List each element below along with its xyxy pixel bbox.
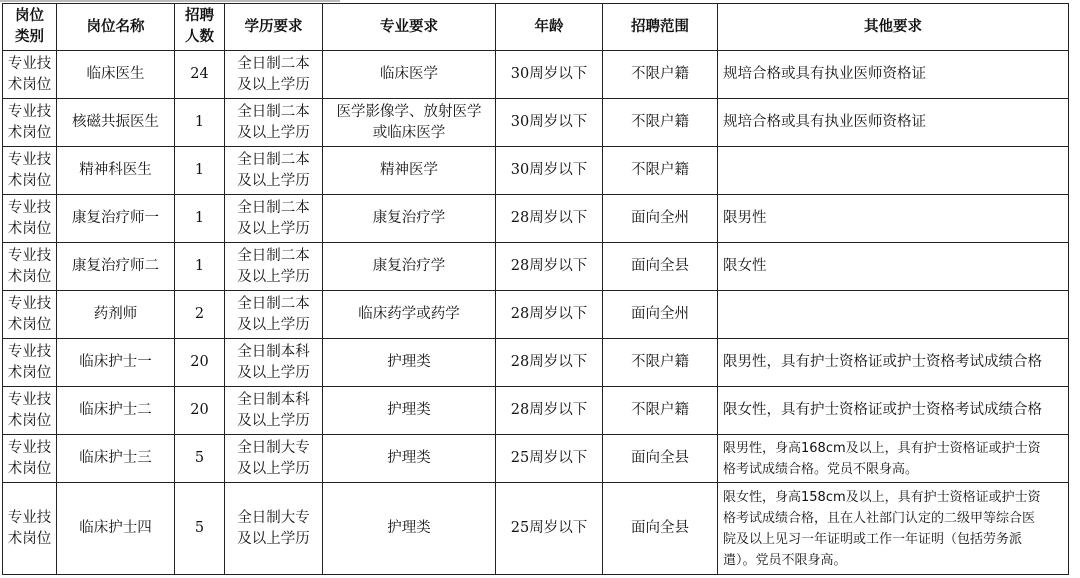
recruitment-table-container [2, 3, 1068, 575]
cell-major: 护理类 [323, 387, 496, 435]
cell-scope: 不限户籍 [603, 339, 718, 387]
cell-name: 临床医生 [57, 51, 175, 99]
cell-education: 全日制大专 及以上学历 [225, 483, 323, 575]
header-position-name: 岗位名称 [57, 4, 175, 51]
cell-category: 专业技 术岗位 [3, 99, 57, 147]
cell-major: 康复治疗学 [323, 243, 496, 291]
cell-category: 专业技 术岗位 [3, 291, 57, 339]
cell-count: 1 [175, 195, 225, 243]
cell-other: 规培合格或具有执业医师资格证 [718, 99, 1069, 147]
cell-age: 30周岁以下 [496, 99, 603, 147]
cell-category: 专业技 术岗位 [3, 483, 57, 575]
cell-scope: 面向全州 [603, 291, 718, 339]
cell-education: 全日制本科 及以上学历 [225, 339, 323, 387]
cell-count: 5 [175, 483, 225, 575]
cell-education: 全日制二本 及以上学历 [225, 51, 323, 99]
cell-major: 精神医学 [323, 147, 496, 195]
cell-count: 20 [175, 387, 225, 435]
cell-count: 1 [175, 243, 225, 291]
cell-education: 全日制二本 及以上学历 [225, 99, 323, 147]
cell-major: 医学影像学、放射医学 或临床医学 [323, 99, 496, 147]
cell-name: 临床护士二 [57, 387, 175, 435]
cell-scope: 面向全县 [603, 435, 718, 483]
cell-count: 20 [175, 339, 225, 387]
table-row [3, 195, 1069, 243]
cell-major: 护理类 [323, 483, 496, 575]
cell-other: 限男性，具有护士资格证或护士资格考试成绩合格 [718, 339, 1069, 387]
cell-age: 25周岁以下 [496, 435, 603, 483]
table-row [3, 387, 1069, 435]
table-row [3, 51, 1069, 99]
cell-name: 临床护士三 [57, 435, 175, 483]
table-row [3, 483, 1069, 575]
cell-scope: 面向全州 [603, 195, 718, 243]
cell-count: 5 [175, 435, 225, 483]
table-row [3, 339, 1069, 387]
cell-scope: 不限户籍 [603, 387, 718, 435]
table-row [3, 291, 1069, 339]
cell-other: 限男性，身高168cm及以上，具有护士资格证或护士资 格考试成绩合格。党员不限身高。 [718, 435, 1069, 483]
cell-category: 专业技 术岗位 [3, 51, 57, 99]
cell-major: 临床药学或药学 [323, 291, 496, 339]
cell-age: 30周岁以下 [496, 51, 603, 99]
cell-major: 康复治疗学 [323, 195, 496, 243]
table-row [3, 435, 1069, 483]
cell-name: 康复治疗师二 [57, 243, 175, 291]
cell-age: 25周岁以下 [496, 483, 603, 575]
cell-major: 临床医学 [323, 51, 496, 99]
cell-name: 临床护士四 [57, 483, 175, 575]
cell-category: 专业技 术岗位 [3, 195, 57, 243]
cell-other: 规培合格或具有执业医师资格证 [718, 51, 1069, 99]
cell-count: 1 [175, 147, 225, 195]
cell-category: 专业技 术岗位 [3, 243, 57, 291]
cell-other: 限女性，身高158cm及以上，具有护士资格证或护士资 格考试成绩合格，且在人社部门认定的二级甲等综合医 院及以上见习一年证明或工作一年证明（包括劳务派 遣）。党员不限身高。 [718, 483, 1069, 575]
cell-count: 1 [175, 99, 225, 147]
cell-age: 28周岁以下 [496, 339, 603, 387]
cell-other: 限男性 [718, 195, 1069, 243]
cell-name: 精神科医生 [57, 147, 175, 195]
cell-other: 限女性 [718, 243, 1069, 291]
cell-education: 全日制二本 及以上学历 [225, 195, 323, 243]
cell-other [718, 147, 1069, 195]
recruitment-table [2, 3, 1069, 575]
table-row [3, 243, 1069, 291]
top-edge-line [0, 0, 340, 2]
cell-name: 康复治疗师一 [57, 195, 175, 243]
cell-name: 核磁共振医生 [57, 99, 175, 147]
cell-other: 限女性，具有护士资格证或护士资格考试成绩合格 [718, 387, 1069, 435]
cell-scope: 不限户籍 [603, 147, 718, 195]
cell-age: 28周岁以下 [496, 243, 603, 291]
cell-category: 专业技 术岗位 [3, 339, 57, 387]
table-row [3, 147, 1069, 195]
cell-scope: 不限户籍 [603, 99, 718, 147]
cell-age: 28周岁以下 [496, 195, 603, 243]
cell-age: 28周岁以下 [496, 387, 603, 435]
cell-education: 全日制二本 及以上学历 [225, 291, 323, 339]
cell-category: 专业技 术岗位 [3, 147, 57, 195]
table-row [3, 99, 1069, 147]
cell-other [718, 291, 1069, 339]
header-other: 其他要求 [718, 4, 1069, 51]
cell-scope: 面向全县 [603, 483, 718, 575]
table-header-row [3, 4, 1069, 51]
cell-major: 护理类 [323, 435, 496, 483]
cell-scope: 不限户籍 [603, 51, 718, 99]
header-education: 学历要求 [225, 4, 323, 51]
cell-category: 专业技 术岗位 [3, 435, 57, 483]
cell-age: 30周岁以下 [496, 147, 603, 195]
cell-name: 药剂师 [57, 291, 175, 339]
header-count: 招聘 人数 [175, 4, 225, 51]
cell-count: 24 [175, 51, 225, 99]
cell-education: 全日制大专 及以上学历 [225, 435, 323, 483]
cell-scope: 面向全县 [603, 243, 718, 291]
cell-major: 护理类 [323, 339, 496, 387]
cell-category: 专业技 术岗位 [3, 387, 57, 435]
header-age: 年龄 [496, 4, 603, 51]
cell-age: 28周岁以下 [496, 291, 603, 339]
cell-education: 全日制二本 及以上学历 [225, 243, 323, 291]
cell-education: 全日制二本 及以上学历 [225, 147, 323, 195]
cell-education: 全日制本科 及以上学历 [225, 387, 323, 435]
cell-name: 临床护士一 [57, 339, 175, 387]
header-category: 岗位 类别 [3, 4, 57, 51]
header-scope: 招聘范围 [603, 4, 718, 51]
header-major: 专业要求 [323, 4, 496, 51]
cell-count: 2 [175, 291, 225, 339]
